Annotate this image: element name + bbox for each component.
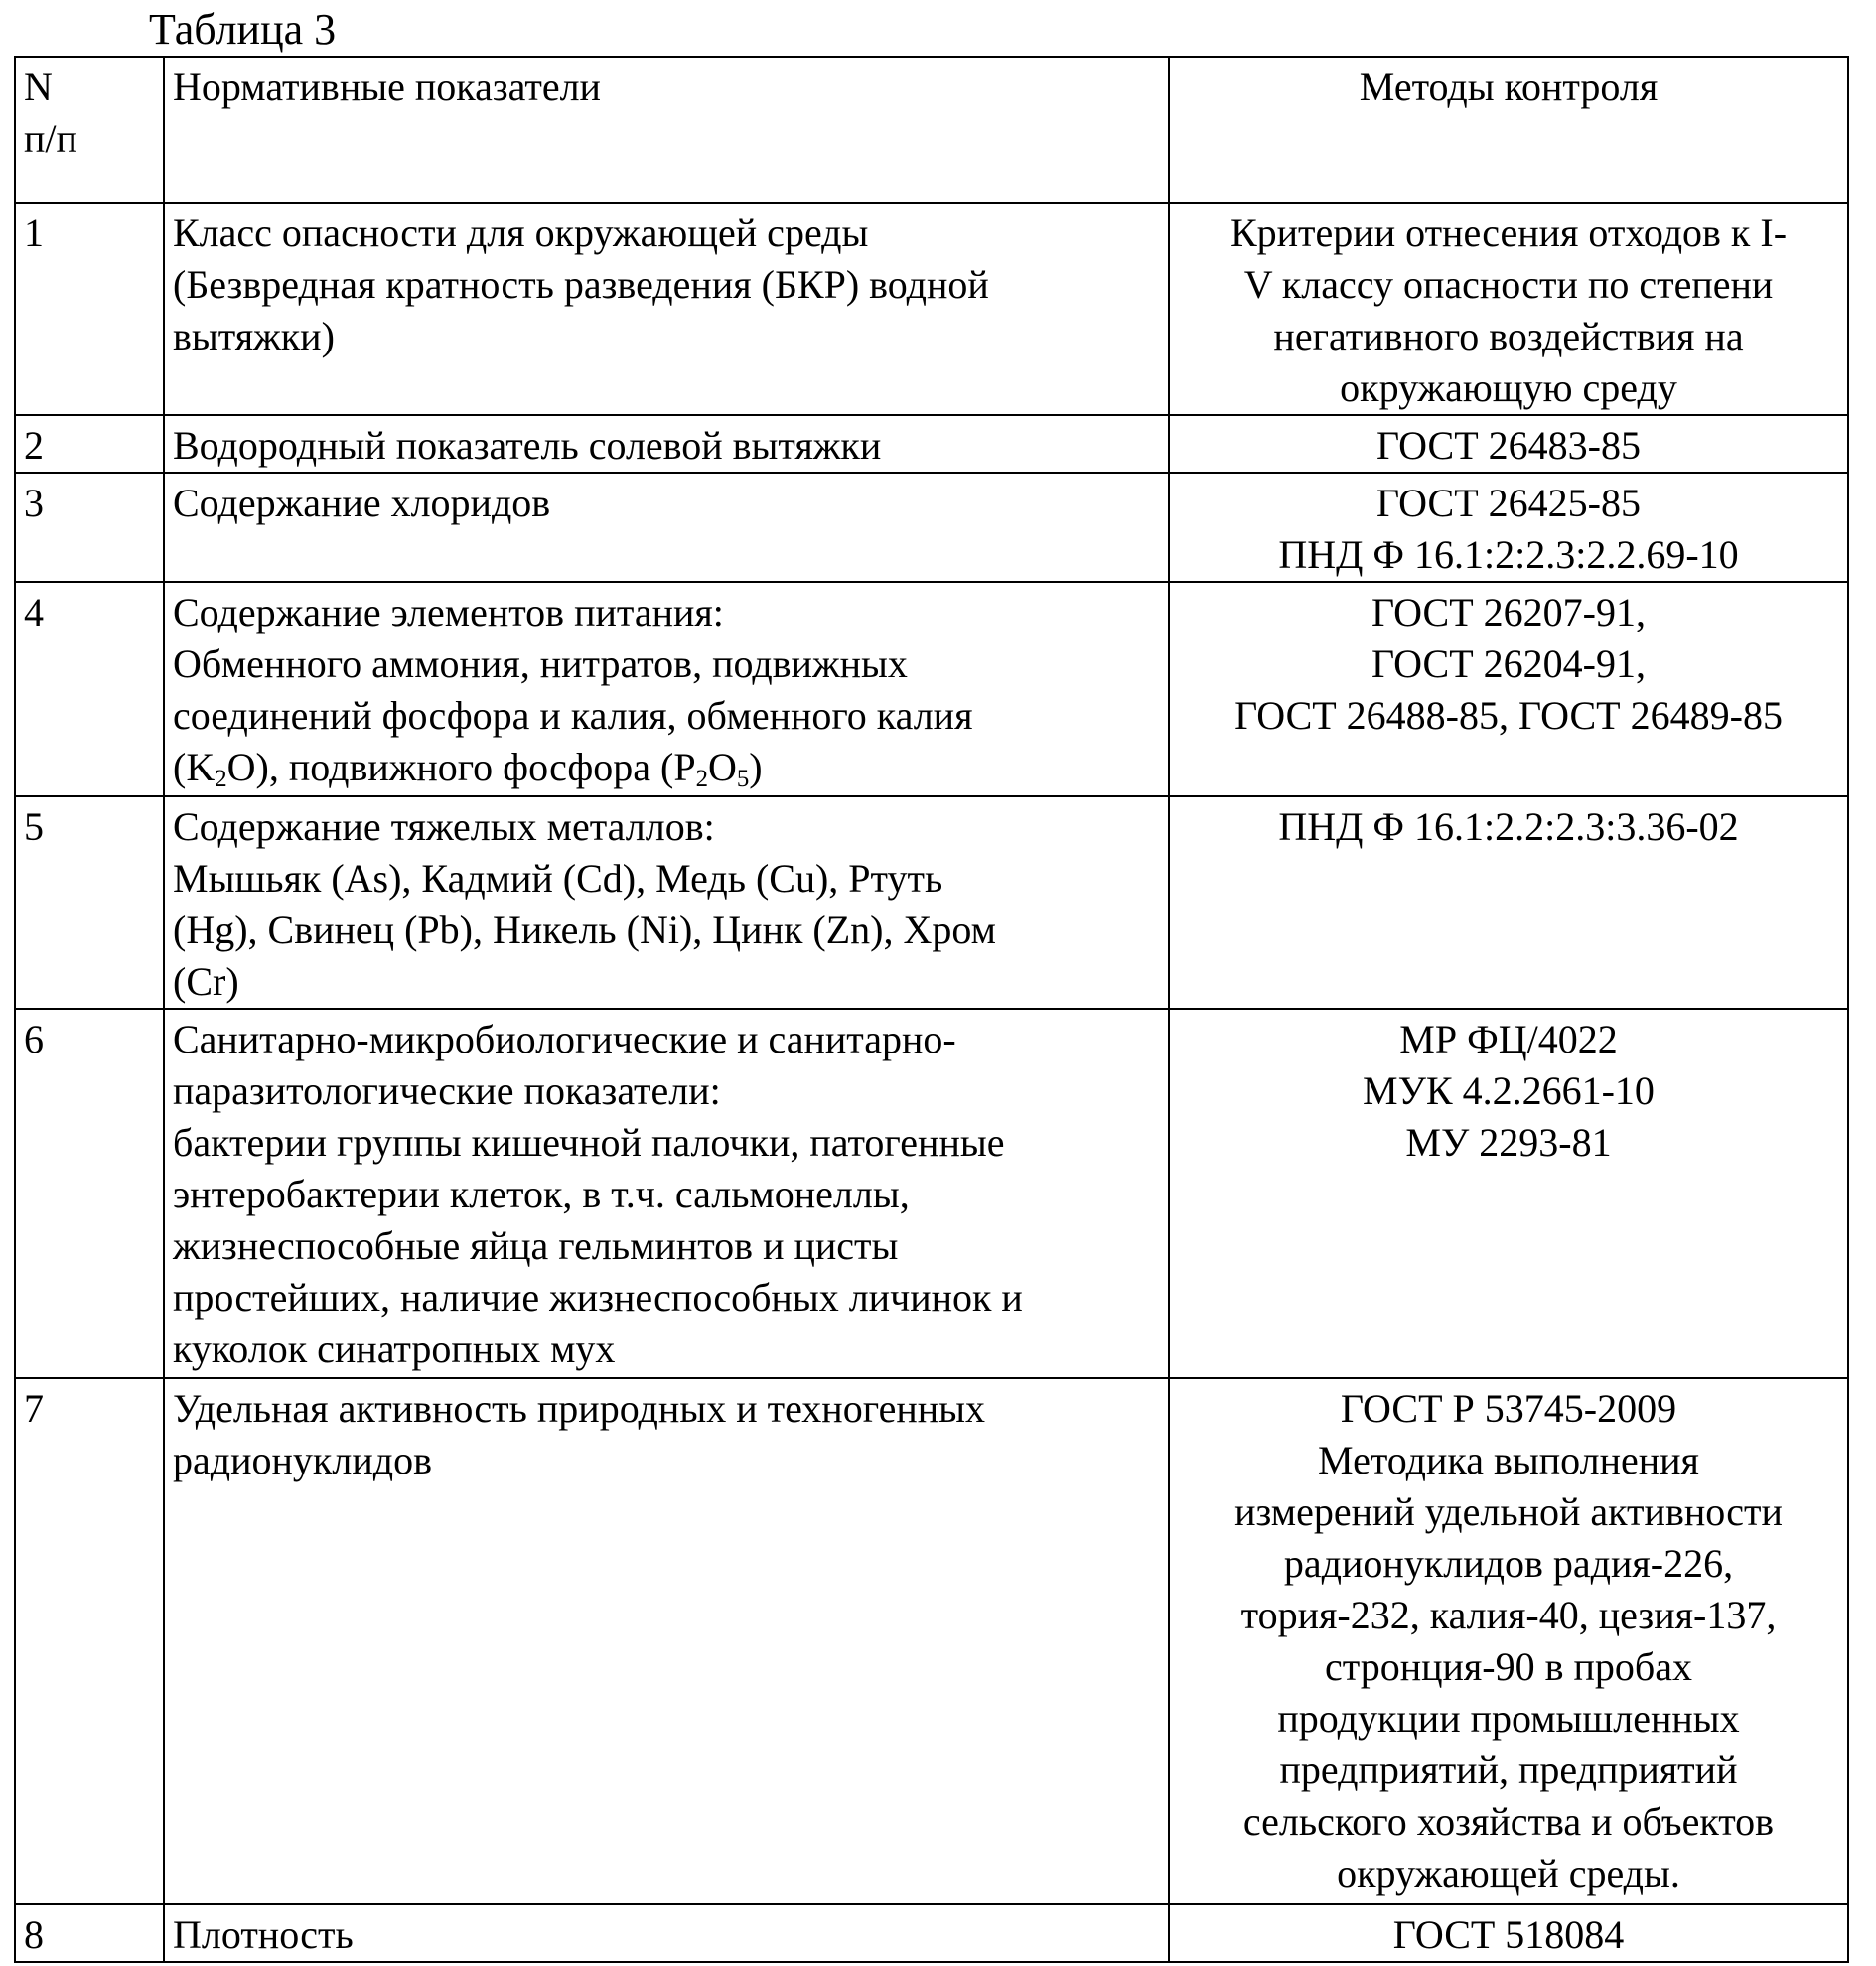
- method-line: измерений удельной активности: [1234, 1489, 1783, 1534]
- method-line: МУ 2293-81: [1405, 1120, 1612, 1165]
- row-indicator: [164, 1904, 1169, 1962]
- method-line: стронция-90 в пробах: [1324, 1644, 1693, 1689]
- row-method: [1169, 473, 1848, 582]
- indicator-line: Класс опасности для окружающей среды: [173, 211, 869, 255]
- indicator-line: радионуклидов: [173, 1438, 432, 1482]
- row-number: 6: [15, 1009, 164, 1378]
- indicator-line: энтеробактерии клеток, в т.ч. сальмонеллы,: [173, 1172, 910, 1216]
- method-line: ГОСТ 518084: [1392, 1912, 1625, 1957]
- table-row: [15, 1904, 1848, 1962]
- indicator-line: простейших, наличие жизнеспособных личинок и: [173, 1275, 1023, 1320]
- row-indicator: [164, 1009, 1169, 1378]
- method-line: окружающей среды.: [1337, 1851, 1680, 1896]
- indicator-formula-line: [173, 742, 1160, 793]
- row-method: [1169, 415, 1848, 473]
- row-number: 7: [15, 1378, 164, 1904]
- method-line: МУК 4.2.2661-10: [1363, 1068, 1655, 1113]
- method-line: ГОСТ 26425-85: [1376, 481, 1641, 525]
- table-caption: Таблица 3: [149, 5, 337, 54]
- formula-k-sub: 2: [215, 766, 227, 793]
- formula-p-sub-2: 5: [736, 766, 750, 793]
- header-number: [15, 57, 164, 203]
- method-line: радионуклидов радия-226,: [1283, 1541, 1734, 1586]
- table-row: [15, 1009, 1848, 1378]
- method-line: ПНД Ф 16.1:2:2.3:2.2.69-10: [1278, 532, 1739, 577]
- table-row: [15, 582, 1848, 796]
- indicator-line: Содержание хлоридов: [173, 481, 551, 525]
- method-line: продукции промышленных: [1277, 1696, 1740, 1741]
- table-header-row: [15, 57, 1848, 203]
- row-indicator: [164, 796, 1169, 1009]
- indicator-line: Содержание тяжелых металлов:: [173, 804, 715, 849]
- row-method: [1169, 796, 1848, 1009]
- control-methods-table: [14, 56, 1849, 1963]
- indicator-line: Обменного аммония, нитратов, подвижных: [173, 641, 908, 686]
- row-number: 2: [15, 415, 164, 473]
- method-line: Методика выполнения: [1318, 1438, 1699, 1482]
- row-indicator: [164, 203, 1169, 415]
- table-row: [15, 203, 1848, 415]
- header-number-line-2: п/п: [24, 116, 77, 161]
- row-method: [1169, 1378, 1848, 1904]
- row-number: 3: [15, 473, 164, 582]
- indicator-line: соединений фосфора и калия, обменного калия: [173, 693, 973, 738]
- method-line: ГОСТ 26483-85: [1376, 423, 1641, 468]
- row-indicator: [164, 1378, 1169, 1904]
- method-line: Критерии отнесения отходов к I-: [1229, 211, 1788, 255]
- method-line: тория-232, калия-40, цезия-137,: [1240, 1593, 1777, 1637]
- header-methods: Методы контроля: [1169, 57, 1848, 203]
- row-method: [1169, 1904, 1848, 1962]
- indicator-line: паразитологические показатели:: [173, 1068, 721, 1113]
- method-line: ГОСТ 26207-91,: [1371, 590, 1646, 634]
- indicator-line: Санитарно-микробиологические и санитарно-: [173, 1017, 956, 1061]
- method-line: V классу опасности по степени: [1243, 262, 1774, 307]
- indicator-line: Удельная активность природных и техногенных: [173, 1386, 986, 1431]
- indicator-line: (Cr): [173, 959, 239, 1004]
- indicator-line: Содержание элементов питания:: [173, 590, 724, 634]
- method-line: негативного воздействия на: [1273, 314, 1744, 358]
- table-row: [15, 473, 1848, 582]
- table-row: [15, 796, 1848, 1009]
- row-method: [1169, 582, 1848, 796]
- indicator-line: бактерии группы кишечной палочки, патогенные: [173, 1120, 1005, 1165]
- header-number-line-1: N: [24, 65, 53, 109]
- table-row: [15, 1378, 1848, 1904]
- method-line: сельского хозяйства и объектов: [1242, 1799, 1775, 1844]
- formula-p-close: ): [749, 745, 763, 789]
- method-line: ПНД Ф 16.1:2.2:2.3:3.36-02: [1278, 804, 1739, 849]
- indicator-line: (Hg), Свинец (Pb), Никель (Ni), Цинк (Zn), Хром: [173, 908, 996, 952]
- indicator-line: Водородный показатель солевой вытяжки: [173, 423, 882, 468]
- row-method: [1169, 1009, 1848, 1378]
- formula-k-close: O), подвижного фосфора (P: [226, 745, 696, 789]
- row-number: 1: [15, 203, 164, 415]
- indicator-line: куколок синатропных мух: [173, 1327, 616, 1371]
- indicator-line: вытяжки): [173, 314, 335, 358]
- indicator-line: Мышьяк (As), Кадмий (Cd), Медь (Cu), Ртуть: [173, 856, 943, 901]
- method-line: ГОСТ 26488-85, ГОСТ 26489-85: [1234, 693, 1783, 738]
- indicator-line: Плотность: [173, 1912, 354, 1957]
- method-line: окружающую среду: [1340, 365, 1677, 410]
- table-row: [15, 415, 1848, 473]
- row-number: 4: [15, 582, 164, 796]
- row-indicator: [164, 582, 1169, 796]
- method-line: предприятий, предприятий: [1279, 1748, 1738, 1792]
- formula-k-open: (K: [173, 745, 216, 789]
- header-indicators: Нормативные показатели: [164, 57, 1169, 203]
- row-method: [1169, 203, 1848, 415]
- formula-p-mid: O: [707, 745, 737, 789]
- indicator-line: (Безвредная кратность разведения (БКР) водной: [173, 262, 989, 307]
- formula-p-sub-1: 2: [695, 766, 708, 793]
- row-number: 8: [15, 1904, 164, 1962]
- method-line: МР ФЦ/4022: [1399, 1017, 1618, 1061]
- indicator-line: жизнеспособные яйца гельминтов и цисты: [173, 1223, 899, 1268]
- method-line: ГОСТ Р 53745-2009: [1340, 1386, 1677, 1431]
- method-line: ГОСТ 26204-91,: [1371, 641, 1646, 686]
- row-indicator: [164, 415, 1169, 473]
- row-indicator: [164, 473, 1169, 582]
- row-number: 5: [15, 796, 164, 1009]
